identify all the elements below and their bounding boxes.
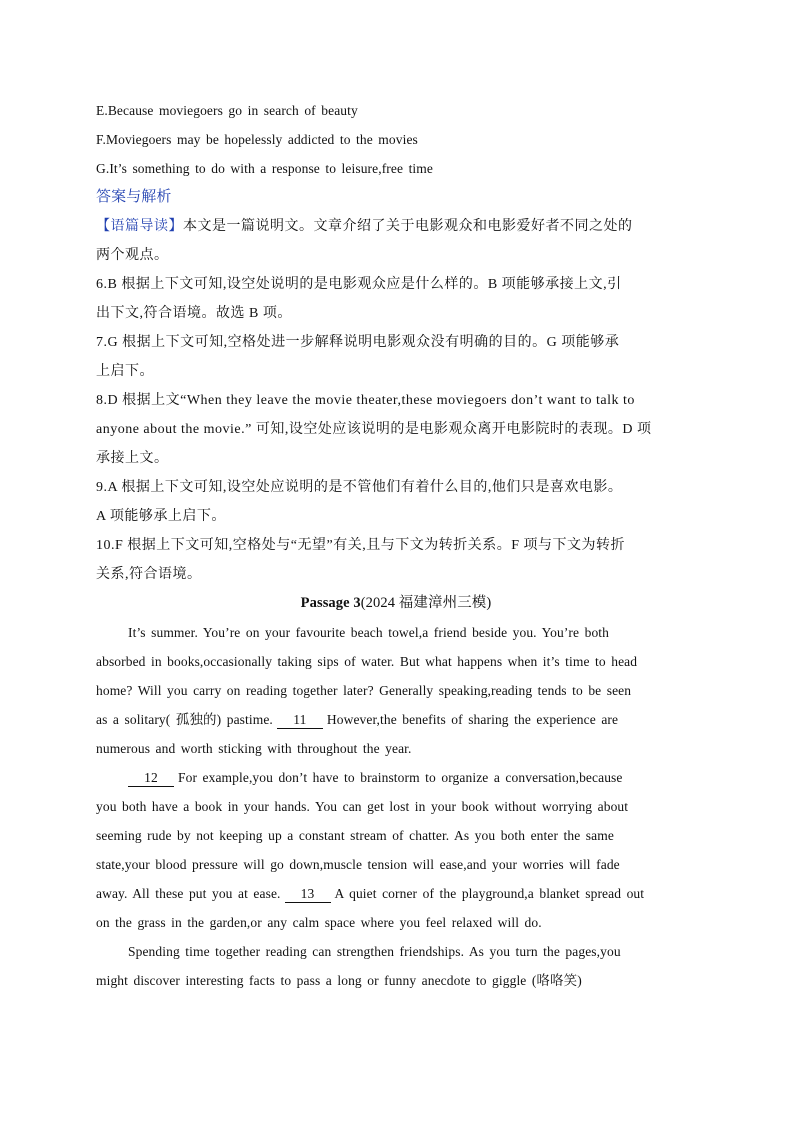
para2-line-2: you both have a book in your hands. You can get lost in your book without worrying about: [96, 799, 629, 814]
explanation-10-line-1: 10.F 根据上下文可知,空格处与“无望”有关,且与下文为转折关系。F 项与下文为转折: [96, 538, 625, 553]
guide-text-1: 本文是一篇说明文。文章介绍了关于电影观众和电影爱好者不同之处的: [183, 219, 633, 234]
para2-line-1-b: For example,you don’t have to brainstorm to organize a conversation,because: [178, 770, 623, 785]
explanation-8-line-2: anyone about the movie.” 可知,设空处应该说明的是电影观众离开电影院时的表现。D 项: [96, 422, 652, 437]
option-f: F.Moviegoers may be hopelessly addicted to the movies: [96, 132, 418, 147]
guide-line-2: 两个观点。: [96, 248, 169, 263]
passage-title: [96, 589, 696, 618]
para2-line-5-b: A quiet corner of the playground,a blanket spread out: [334, 886, 645, 901]
explanation-7-line-2: 上启下。: [96, 364, 154, 379]
option-e: E.Because moviegoers go in search of beauty: [96, 103, 358, 118]
blank-12: 12: [128, 770, 174, 787]
para2-line-6: on the grass in the garden,or any calm space where you feel relaxed will do.: [96, 915, 542, 930]
para1-line-2: absorbed in books,occasionally taking sips of water. But what happens when it’s time to head: [96, 654, 638, 669]
para2-line-4: state,your blood pressure will go down,muscle tension will ease,and your worries will fade: [96, 857, 620, 872]
guide-line-1: [96, 212, 696, 241]
para2-line-5: [96, 879, 696, 908]
option-g: G.It’s something to do with a response to leisure,free time: [96, 161, 433, 176]
explanation-10-line-2: 关系,符合语境。: [96, 567, 202, 582]
para1-line-5: numerous and worth sticking with throughout the year.: [96, 741, 412, 756]
para3-line-1: Spending time together reading can strengthen friendships. As you turn the pages,you: [128, 944, 621, 959]
para1-line-1: It’s summer. You’re on your favourite beach towel,a friend beside you. You’re both: [128, 625, 609, 640]
explanation-6-line-1: 6.B 根据上下文可知,设空处说明的是电影观众应是什么样的。B 项能够承接上文,引: [96, 277, 622, 292]
explanation-9-line-2: A 项能够承上启下。: [96, 509, 226, 524]
blank-11: 11: [277, 712, 323, 729]
passage-title-source: (2024 福建漳州三模): [360, 595, 492, 611]
answer-heading: 答案与解析: [96, 189, 172, 205]
guide-tag: 【语篇导读】: [96, 219, 183, 234]
para2-line-1: [96, 763, 696, 792]
para1-line-3: home? Will you carry on reading together later? Generally speaking,reading tends to be seen: [96, 683, 632, 698]
para2-line-5-a: away. All these put you at ease.: [96, 886, 281, 901]
explanation-8-line-3: 承接上文。: [96, 451, 169, 466]
para3-line-2: might discover interesting facts to pass a long or funny anecdote to giggle (咯咯笑): [96, 973, 582, 988]
explanation-7-line-1: 7.G 根据上下文可知,空格处进一步解释说明电影观众没有明确的目的。G 项能够承: [96, 335, 620, 350]
para1-line-4-a: as a solitary( 孤独的) pastime.: [96, 712, 273, 727]
explanation-9-line-1: 9.A 根据上下文可知,设空处应说明的是不管他们有着什么目的,他们只是喜欢电影。: [96, 480, 623, 495]
explanation-8-line-1: 8.D 根据上文“When they leave the movie theater,these moviegoers don’t want to talk to: [96, 393, 635, 408]
para1-line-4-b: However,the benefits of sharing the experience are: [326, 712, 619, 727]
para1-line-4: [96, 705, 696, 734]
passage-title-bold: Passage 3: [300, 595, 361, 611]
blank-13: 13: [285, 886, 331, 903]
explanation-6-line-2: 出下文,符合语境。故选 B 项。: [96, 306, 292, 321]
para2-line-3: seeming rude by not keeping up a constant stream of chatter. As you both enter the same: [96, 828, 614, 843]
document-page: [96, 96, 696, 995]
